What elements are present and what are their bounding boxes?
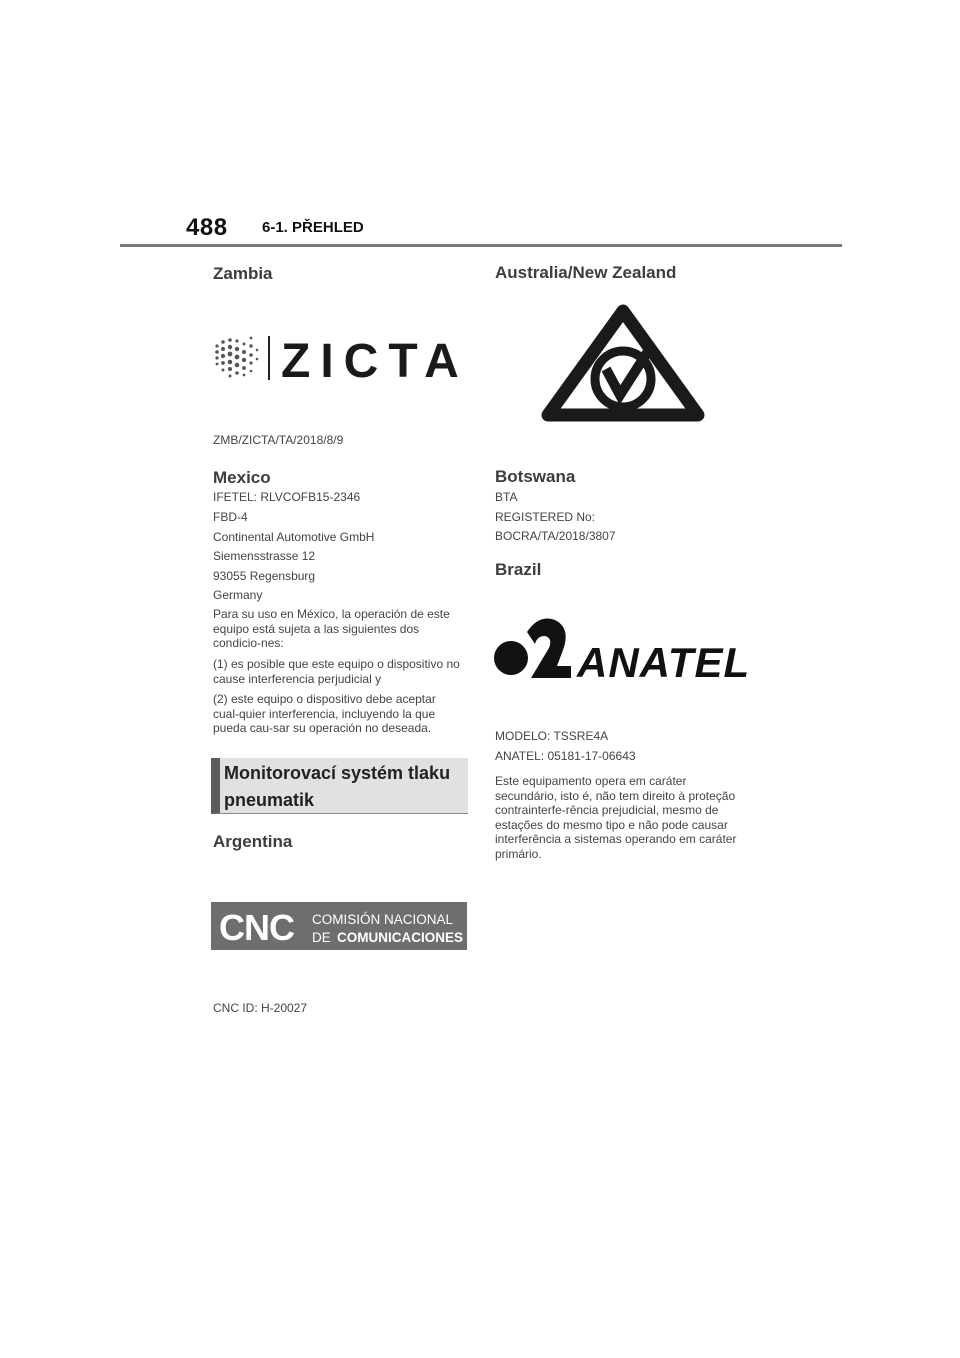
section-title-line-1: Monitorovací systém tlaku	[224, 763, 451, 783]
mexico-paragraph-2: (1) es posible que este equipo o dispositivo no cause interferencia perjudicial y	[213, 657, 460, 686]
rcm-mark-icon	[540, 303, 706, 425]
mexico-line: Germany	[213, 588, 263, 602]
mexico-line: 93055 Regensburg	[213, 569, 316, 583]
section-title-line-2: pneumatik	[224, 790, 315, 810]
botswana-heading: Botswana	[495, 467, 576, 486]
section-title	[224, 760, 450, 814]
brazil-model: MODELO: TSSRE4A	[495, 729, 609, 743]
brazil-anatel-code: ANATEL: 05181-17-06643	[495, 749, 636, 763]
mexico-line: Siemensstrasse 12	[213, 549, 316, 563]
section-box	[211, 758, 468, 814]
botswana-line: REGISTERED No:	[495, 510, 596, 524]
page-number: 488	[186, 214, 228, 241]
argentina-heading: Argentina	[213, 832, 293, 851]
botswana-line: BOCRA/TA/2018/3807	[495, 529, 616, 543]
mexico-paragraph-1: Para su uso en México, la operación de este equipo está sujeta a las siguientes dos condicio-nes:	[213, 607, 450, 650]
cnc-logo-mark: CNC	[219, 907, 294, 948]
cnc-id: CNC ID: H-20027	[213, 1001, 308, 1015]
mexico-paragraph-3: (2) este equipo o dispositivo debe aceptar cual-quier interferencia, incluyendo la que pueda cau-sar su operación no deseada.	[213, 692, 436, 735]
anatel-logo	[491, 614, 751, 680]
brazil-heading: Brazil	[495, 560, 542, 579]
zicta-logo	[211, 332, 469, 382]
cnc-logo-line1: COMISIÓN NACIONAL	[312, 912, 454, 927]
mexico-line: Continental Automotive GmbH	[213, 530, 375, 544]
cnc-logo	[211, 902, 467, 950]
header-rule	[120, 244, 842, 247]
anatel-logo-text: ANATEL	[577, 639, 751, 680]
zambia-code: ZMB/ZICTA/TA/2018/8/9	[213, 433, 344, 447]
chapter-title: 6-1. PŘEHLED	[262, 219, 364, 236]
cnc-logo-line2-a: DE	[312, 930, 331, 945]
zambia-heading: Zambia	[213, 264, 273, 283]
aunz-heading: Australia/New Zealand	[495, 263, 677, 282]
mexico-line: FBD-4	[213, 510, 248, 524]
botswana-line: BTA	[495, 490, 518, 504]
zicta-logo-text: ZICTA	[281, 335, 469, 382]
brazil-paragraph: Este equipamento opera em caráter secundário, isto é, não tem direito à proteção contrainterfe-rência prejudicial, mesmo de estações do mesmo tipo e não pode causar interferência a sistemas operando em caráter primário.	[495, 774, 737, 861]
mexico-line: IFETEL: RLVCOFB15-2346	[213, 490, 361, 504]
mexico-heading: Mexico	[213, 468, 271, 487]
cnc-logo-line2-b: COMUNICACIONES	[337, 930, 464, 945]
